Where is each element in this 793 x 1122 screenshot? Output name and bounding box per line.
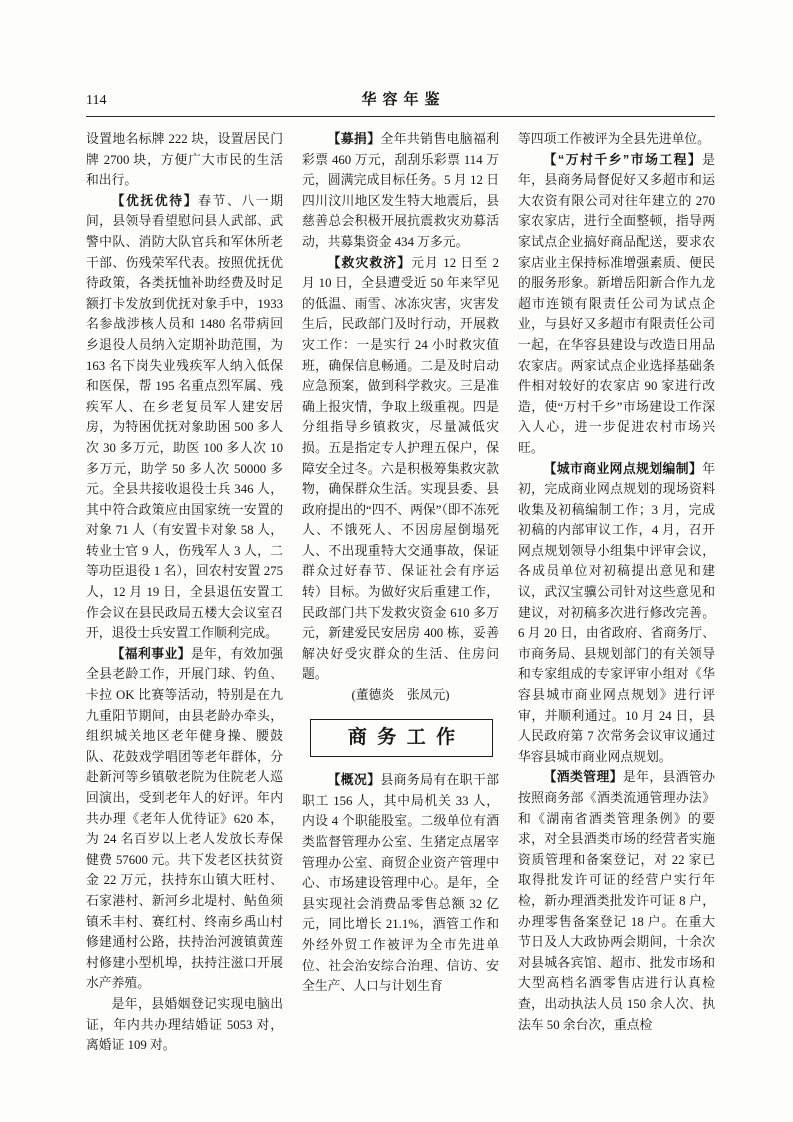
entry-heading: 【“万村千乡”市场工程】 [543,151,703,167]
paragraph-text: 元月 12 日至 2 月 10 日，全县遭受近 50 年来罕见的低温、雨雪、冰冻灾害，灾害发生后，民政部门及时行动，开展救灾工作：一是实行 24 小时救灾值班，确保信息畅通。二是及时启动应急预案，做到科学救灾。三是准确上报灾情，争取上级重视。四是分组指导乡镇救灾，尽量减低灾损。五是指定专人护理五保户，保障安全过冬。六是积极筹集救灾款物，确保群众生活。实现县委、县政府提出的“四不、两保”（即不冻死人、不饿死人、不因房屋倒塌死人、不出现重特大交通事故，保证群众过好春节、保证社会有序运转）目标。为做好灾后重建工作，民政部门共下发救灾资金 610 多万元，新建爱民安居房 400 栋，妥善解决好受灾群众的生活、住房问题。 [302,255,500,682]
paragraph-text: 春节、八一期间，县领导看望慰问县人武部、武警中队、消防大队官兵和军休所老干部、伤残荣军代表。按照优抚优待政策，各类抚恤补助经费及时足额打卡发放到优抚对象手中，1933 名参战涉核人员和 1480 名带病回乡退役人员纳入定期补助范围，为 163 名下岗失业残疾军人纳入低保和医保，帮 195 名重点烈军属、残疾军人、在乡老复员军人建安居房，为特困优抚对象助困 500 多人次 30 多万元，助医 100 多人次 10 多万元，助学 50 多人次 50000 多元。全县共接收退役士兵 346 人，其中符合政策应由国家统一安置的对象 71 人（有安置卡对象 58 人，转业士官 9 人，伤残军人 3 人，二等功臣退役 1 名），回农村安置 275 人，12 月 19 日，全县退伍安置工作会议在县民政局五楼大会议室召开，退役士兵安置工作顺利完成。 [86,193,284,641]
column-middle [302,129,499,1056]
column-left [86,129,283,1056]
paragraph-text: 是年，有效加强全县老龄工作，开展门球、钓鱼、卡拉 OK 比赛等活动，特别是在九九重阳节期间，由县老龄办牵头，组织城关地区老年健身操、腰鼓队、花鼓戏学唱团等老年群体，分赴新河等乡镇敬老院为住院老人巡回演出，受到老年人的好评。年内共办理《老年人优待证》620 本，为 24 名百岁以上老人发放长寿保健费 57600 元。共下发老区扶贫资金 22 万元，扶持东山镇大旺村、石家港村、新河乡北堤村、鲇鱼须镇禾丰村、赛红村、终南乡禹山村修建通村公路，扶持治河渡镇黄莲村修建小型机埠，扶持注滋口开展水产养殖。 [86,646,284,991]
paragraph [518,459,715,768]
paragraph [518,767,715,1035]
paragraph-text: 全年共销售电脑福利彩票 460 万元，刮刮乐彩票 114 万元，圆满完成目标任务。5 月 12 日四川汶川地区发生特大地震后，县慈善总会积极开展抗震救灾劝募活动，共募集资金 434 万多元。 [302,132,500,249]
paragraph [302,253,499,685]
paragraph [86,191,283,644]
text-columns [86,129,715,1056]
paragraph [518,150,715,459]
paragraph-text: 县商务局有在职干部职工 156 人，其中局机关 33 人，内设 4 个职能股室。二级单位有酒类监督管理办公室、生猪定点屠宰管理办公室、商贸企业资产管理中心、市场建设管理中心。是年，全县实现社会消费品零售总额 32 亿元，同比增长 21.1%，酒管工作和外经外贸工作被评为全市先进单位、社会治安综合治理、信访、安全生产、人口与计划生育 [302,773,500,994]
paragraph [86,129,283,191]
paragraph [518,129,715,150]
entry-heading: 【城市商业网点规划编制】 [543,460,703,476]
paragraph-text: 是年，县婚姻登记实现电脑出证，年内共办理结婚证 5053 对，离婚证 109 对。 [86,996,283,1053]
signature [302,685,499,706]
page-number: 114 [86,93,107,108]
entry-heading: 【概况】 [327,772,381,788]
page-header [86,88,715,117]
column-right [518,129,715,1056]
paragraph-text: 等四项工作被评为全县先进单位。 [518,132,710,146]
paragraph-text: 年初，完成商业网点规划的现场资料收集及初稿编制工作；3 月，完成初稿的内部审议工作，4 月，召开网点规划领导小组集中评审会议，各成员单位对初稿提出意见和建议，武汉宝骥公司针对这些意见和建议，对初稿多次进行修改完善。6 月 20 日，由省政府、省商务厅、市商务局、县规划部门的有关领导和专家组成的专家评审小组对《华容县城市商业网点规划》进行评审，并顺利通过。10 月 24 日，县人民政府第 7 次常务会议审议通过华容县城市商业网点规划。 [518,461,715,764]
paragraph-text: (董德炎 张凤元) [351,688,450,703]
journal-title: 华容年鉴 [361,92,446,108]
entry-heading: 【募捐】 [327,131,381,146]
paragraph-text: 设置地名标牌 222 块，设置居民门牌 2700 块，方便广大市民的生活和出行。 [86,132,283,188]
paragraph [302,129,499,253]
entry-heading: 【救灾救济】 [327,254,412,270]
section-title: 商务工作 [347,726,466,748]
paragraph-text: 是年，县商务局督促好又多超市和运大农资有限公司对往年建立的 270 家农家店，进行全面整顿，指导两家试点企业搞好商品配送，要求农家店业主保持标准增强素质、便民的服务形象。新增岳阳新合作九龙超市连锁有限责任公司为试点企业，与县好又多超市有限责任公司一起，在华容县建设与改造日用品农家店。两家试点企业选择基础条件相对较好的农家店 90 家进行改造，使“万村千乡”市场建设工作深入人心，进一步促进农村市场兴旺。 [518,152,715,455]
paragraph [86,994,283,1056]
paragraph [302,770,499,997]
entry-heading: 【优抚优待】 [111,192,199,208]
paragraph [86,644,283,994]
entry-heading: 【酒类管理】 [543,769,623,785]
entry-heading: 【福利事业】 [111,645,191,661]
section-title-box [310,719,493,758]
paragraph-text: 是年，县酒管办按照商务部《酒类流通管理办法》和《湖南省酒类管理条例》的要求，对全县酒类市场的经营者实施资质管理和备案登记，对 22 家已取得批发许可证的经营户实行年检，新办理酒类批发许可证 8 户，办理零售备案登记 18 户。在重大节日及人大政协两会期间，十余次对县城各宾馆、超市、批发市场和大型高档名酒零售店进行认真检查，出动执法人员 150 余人次、执法车 50 余台次，重点检 [518,770,716,1032]
